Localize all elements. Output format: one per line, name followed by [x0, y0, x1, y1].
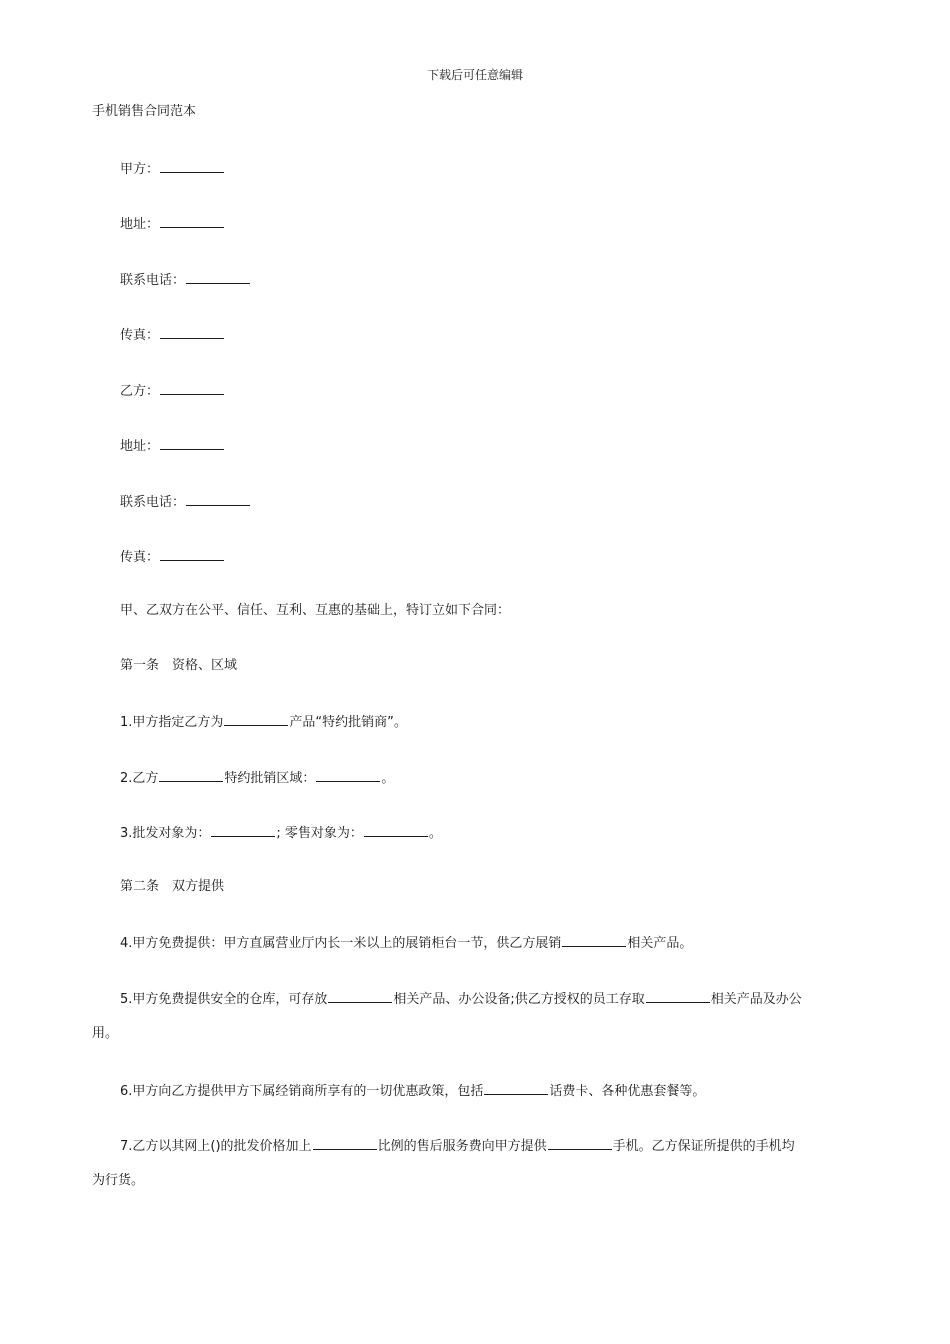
- clause-4-blank[interactable]: [562, 932, 626, 947]
- clause-3-text-a: 3.批发对象为：: [120, 826, 211, 841]
- clause-5-continuation: 用。: [92, 1026, 119, 1041]
- clause-2-text-a: 2.乙方: [120, 771, 159, 786]
- party-a-phone-blank[interactable]: [186, 269, 250, 284]
- clause-4-text-a: 4.甲方免费提供：甲方直属营业厅内长一米以上的展销柜台一节，供乙方展销: [120, 936, 562, 951]
- clause-7-continuation: 为行货。: [92, 1173, 145, 1188]
- party-b-address-label: 地址：: [120, 439, 160, 454]
- clause-3-blank-2[interactable]: [364, 822, 428, 837]
- clause-6-text-a: 6.甲方向乙方提供甲方下属经销商所享有的一切优惠政策，包括: [120, 1084, 484, 1099]
- party-a-phone-line: [120, 269, 251, 290]
- clause-5-text-c: 相关产品及办公: [710, 992, 802, 1007]
- party-a-address-label: 地址：: [120, 217, 160, 232]
- clause-5-blank-1[interactable]: [328, 988, 392, 1003]
- header-note: 下载后可任意编辑: [426, 68, 523, 82]
- party-b-address-line: [120, 435, 225, 456]
- party-a-name-blank[interactable]: [160, 158, 224, 173]
- clause-2-blank-2[interactable]: [316, 767, 380, 782]
- party-b-name-line: [120, 380, 225, 401]
- preamble: 甲、乙双方在公平、信任、互利、互惠的基础上，特订立如下合同：: [120, 603, 511, 618]
- clause-1-text-b: 产品“特约批销商”。: [289, 715, 407, 730]
- party-a-fax-blank[interactable]: [160, 324, 224, 339]
- clause-7-text-a: 7.乙方以其网上()的批发价格加上: [120, 1139, 312, 1154]
- clause-4: [120, 932, 692, 953]
- clause-5-blank-2[interactable]: [646, 988, 710, 1003]
- party-a-fax-label: 传真：: [120, 328, 160, 343]
- clause-5: [120, 988, 802, 1009]
- clause-7-blank-1[interactable]: [313, 1135, 377, 1150]
- clause-3: [120, 822, 442, 843]
- clause-7: [120, 1135, 795, 1156]
- clause-3-text-c: 。: [428, 826, 442, 841]
- clause-2: [120, 767, 394, 788]
- clause-1-blank[interactable]: [224, 711, 288, 726]
- party-b-phone-blank[interactable]: [186, 491, 250, 506]
- clause-3-text-b: ; 零售对象为：: [276, 826, 363, 841]
- clause-6-text-b: 话费卡、各种优惠套餐等。: [549, 1084, 706, 1099]
- clause-6-blank[interactable]: [484, 1080, 548, 1095]
- article-2-heading: 第二条 双方提供: [120, 879, 225, 894]
- clause-1: [120, 711, 407, 732]
- clause-2-text-c: 。: [381, 771, 395, 786]
- clause-6: [120, 1080, 705, 1101]
- party-b-fax-label: 传真：: [120, 550, 160, 565]
- party-b-fax-line: [120, 546, 225, 567]
- clause-7-text-c: 手机。乙方保证所提供的手机均: [612, 1139, 795, 1154]
- party-a-address-blank[interactable]: [160, 213, 224, 228]
- clause-5-text-a: 5.甲方免费提供安全的仓库，可存放: [120, 992, 328, 1007]
- article-1-heading: 第一条 资格、区域: [120, 658, 238, 673]
- party-b-phone-line: [120, 491, 251, 512]
- clause-1-text-a: 1.甲方指定乙方为: [120, 715, 224, 730]
- party-a-address-line: [120, 213, 225, 234]
- party-b-name-label: 乙方：: [120, 384, 160, 399]
- party-a-name-line: [120, 158, 225, 179]
- party-a-fax-line: [120, 324, 225, 345]
- clause-3-blank-1[interactable]: [211, 822, 275, 837]
- party-a-name-label: 甲方：: [120, 162, 160, 177]
- clause-2-text-b: 特约批销区域：: [224, 771, 316, 786]
- clause-2-blank-1[interactable]: [159, 767, 223, 782]
- party-b-address-blank[interactable]: [160, 435, 224, 450]
- clause-4-text-b: 相关产品。: [627, 936, 693, 951]
- document-title: 手机销售合同范本: [92, 104, 197, 119]
- party-b-fax-blank[interactable]: [160, 546, 224, 561]
- party-a-phone-label: 联系电话：: [120, 273, 186, 288]
- clause-7-text-b: 比例的售后服务费向甲方提供: [377, 1139, 547, 1154]
- clause-7-blank-2[interactable]: [548, 1135, 612, 1150]
- party-b-phone-label: 联系电话：: [120, 495, 186, 510]
- party-b-name-blank[interactable]: [160, 380, 224, 395]
- clause-5-text-b: 相关产品、办公设备;供乙方授权的员工存取: [393, 992, 645, 1007]
